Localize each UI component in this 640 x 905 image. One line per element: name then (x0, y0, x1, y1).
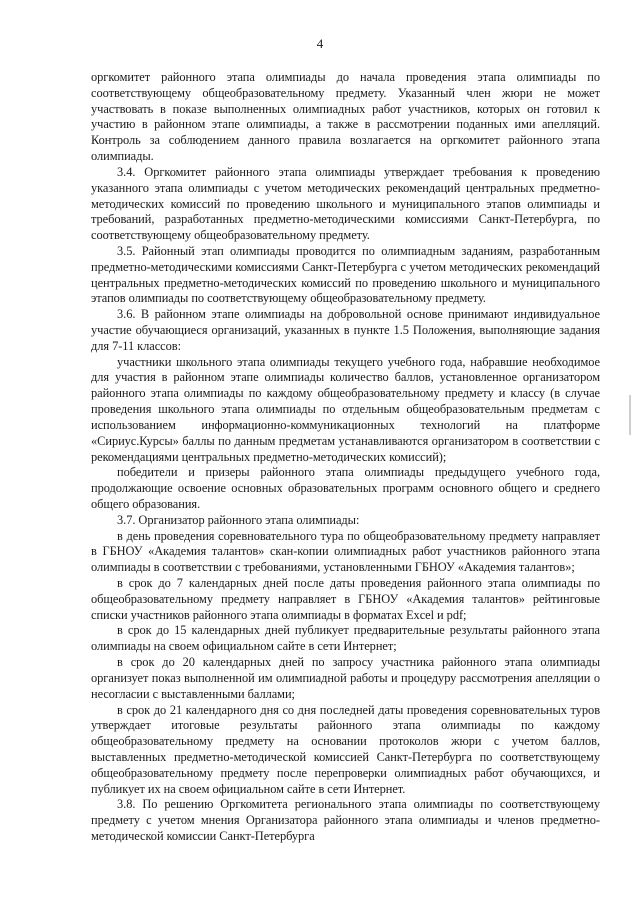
paragraph-continuation: оргкомитет районного этапа олимпиады до начала проведения этапа олимпиады по соответствующему общеобразовательному предмету. Указанный член жюри не может участвовать в показе выполненных олимпиадных работ участников, которых он готовил к участию в районном этапе олимпиады, а также в рассмотрении поданных ими апелляций. Контроль за соблюдением данного правила возлагается на оргкомитет районного этапа олимпиады. (91, 70, 600, 164)
list-item-scan-copies: в день проведения соревновательного тура по общеобразовательному предмету направляет в ГБНОУ «Академия талантов» скан-копии олимпиадных работ участников районного этапа олимпиады в соответствии с требованиями, установленными ГБНОУ «Академия талантов»; (91, 528, 600, 575)
paragraph-3-8: 3.8. По решению Оргкомитета регионального этапа олимпиады по соответствующему предмету с учетом мнения Организатора районного этапа олимпиады и членов предметно-методической комиссии Санкт-Петербурга (91, 797, 600, 843)
paragraph-3-6: 3.6. В районном этапе олимпиады на добровольной основе принимают индивидуальное участие обучающиеся организаций, указанных в пункте 1.5 Положения, выполняющие задания для 7-11 классов: (91, 307, 600, 353)
paragraph-3-7: 3.7. Организатор районного этапа олимпиады: (117, 512, 360, 527)
list-item-final-results: в срок до 21 календарного дня со дня последней даты проведения соревновательных туров утверждает итоговые результаты районного этапа олимпиады по каждому общеобразовательному предмету на основании протоколов жюри с учетом баллов, выставленных предметно-методической комиссией Санкт-Петербурга по соответствующему общеобразовательному предмету после перепроверки олимпиадных работ обучающихся, и публикует их на своем официальном сайте в сети Интернет. (91, 702, 600, 796)
scan-margin-mark (629, 395, 631, 435)
list-item-rating-lists: в срок до 7 календарных дней после даты проведения районного этапа олимпиады по общеобразовательному предмету направляет в ГБНОУ «Академия талантов» рейтинговые списки участников районного этапа олимпиады в форматах Excel и pdf; (91, 576, 600, 622)
list-item-appeals: в срок до 20 календарных дней по запросу участника районного этапа олимпиады организует показ выполненной им олимпиадной работы и процедуру рассмотрения апелляции о несогласии с выставленными баллами; (91, 655, 600, 701)
paragraph-3-4: 3.4. Оргкомитет районного этапа олимпиады утверждает требования к проведению указанного этапа олимпиады с учетом методических рекомендаций центральных предметно-методических комиссий по проведению школьного и муниципального этапов олимпиады и требований, разработанных предметно-методическими комиссиями Санкт-Петербурга, по соответствующему общеобразовательному предмету. (91, 164, 600, 243)
paragraph-3-5: 3.5. Районный этап олимпиады проводится по олимпиадным заданиям, разработанным предметно-методическими комиссиями Санкт-Петербурга с учетом методических рекомендаций центральных предметно-методических комиссий по проведению школьного и муниципального этапов олимпиады по соответствующему общеобразовательному предмету. (91, 243, 600, 306)
list-item-school-stage-participants: участники школьного этапа олимпиады текущего учебного года, набравшие необходимое для участия в районном этапе олимпиады количество баллов, установленное организатором районного этапа олимпиады по каждому общеобразовательному предмету и классу (в случае проведения школьного этапа олимпиады по отдельным общеобразовательным предметам с использованием информационно-коммуникационных технологий на платформе «Сириус.Курсы» баллы по данным предметам устанавливаются организатором в соответствии с рекомендациями центральных предметно-методических комиссий); (91, 354, 600, 464)
page-number: 4 (316, 36, 324, 51)
list-item-previous-winners: победители и призеры районного этапа олимпиады предыдущего учебного года, продолжающие освоение основных образовательных программ основного общего и среднего общего образования. (91, 465, 600, 511)
list-item-preliminary-results: в срок до 15 календарных дней публикует предварительные результаты районного этапа олимпиады на своем официальном сайте в сети Интернет; (91, 623, 600, 654)
document-body (91, 70, 600, 845)
